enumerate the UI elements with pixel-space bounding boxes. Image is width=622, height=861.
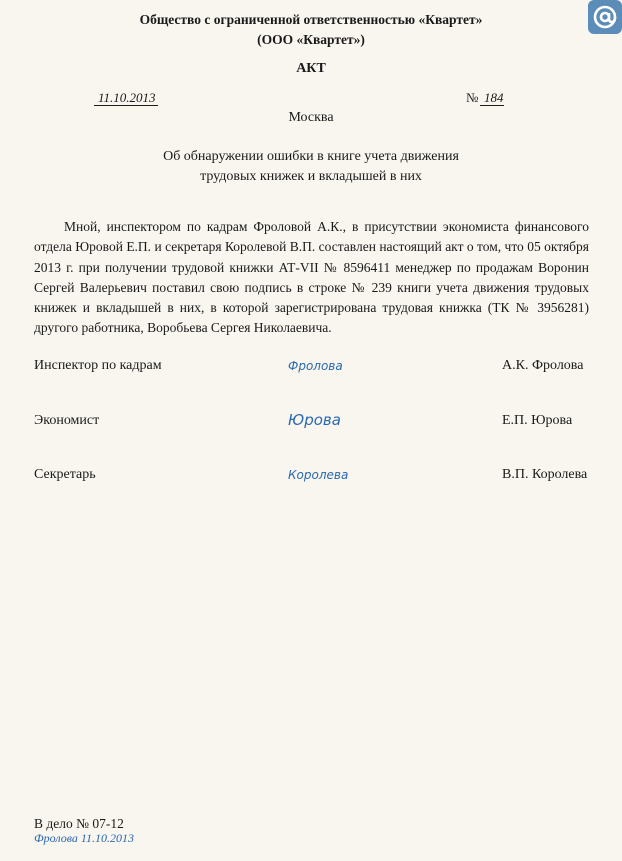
document-city: Москва	[288, 110, 334, 125]
document-subject-line-1: Об обнаружении ошибки в книге учета движения	[163, 149, 459, 164]
document-title: АКТ	[296, 61, 326, 76]
signature-role: Инспектор по кадрам	[34, 358, 162, 373]
document-number-label: №	[466, 90, 479, 105]
document-number: 184	[480, 91, 504, 106]
signature-role: Экономист	[34, 413, 100, 428]
document-subject-line-2: трудовых книжек и вкладышей в них	[200, 169, 422, 184]
signature-row-secretary	[0, 467, 622, 489]
handwritten-signature: Фролова	[288, 359, 343, 373]
file-note: В дело № 07-12	[34, 816, 124, 831]
signature-row-economist	[0, 413, 622, 435]
signature-role: Секретарь	[34, 467, 96, 482]
organization-short-name: (ООО «Квартет»)	[257, 32, 365, 47]
handwritten-endorsement: Фролова 11.10.2013	[34, 831, 134, 845]
document-date: 11.10.2013	[94, 91, 158, 106]
act-body-paragraph: Мной, инспектором по кадрам Фроловой А.К., в присутствии экономиста финансового отдела Юровой Е.П. и секретаря Королевой В.П. составлен настоящий акт о том, что 05 октября 2013 г. при получении трудовой книжки АТ-VII № 8596411 менеджер по продажам Воронин Сергей Валерьевич поставил свою подпись в строке № 239 книги учета движения трудовых книжек и вкладышей в них, в которой зарегистрирована трудовая книжка (ТК № 3956281) другого работника, Воробьева Сергея Николаевича.	[34, 219, 589, 336]
signatory-name: В.П. Королева	[502, 467, 588, 482]
organization-full-name: Общество с ограниченной ответственностью «Квартет»	[139, 12, 483, 27]
signature-row-inspector	[0, 358, 622, 380]
signatory-name: Е.П. Юрова	[502, 413, 573, 428]
handwritten-signature: Королева	[288, 468, 349, 482]
signatory-name: А.К. Фролова	[502, 358, 584, 373]
handwritten-signature: Юрова	[288, 411, 341, 429]
